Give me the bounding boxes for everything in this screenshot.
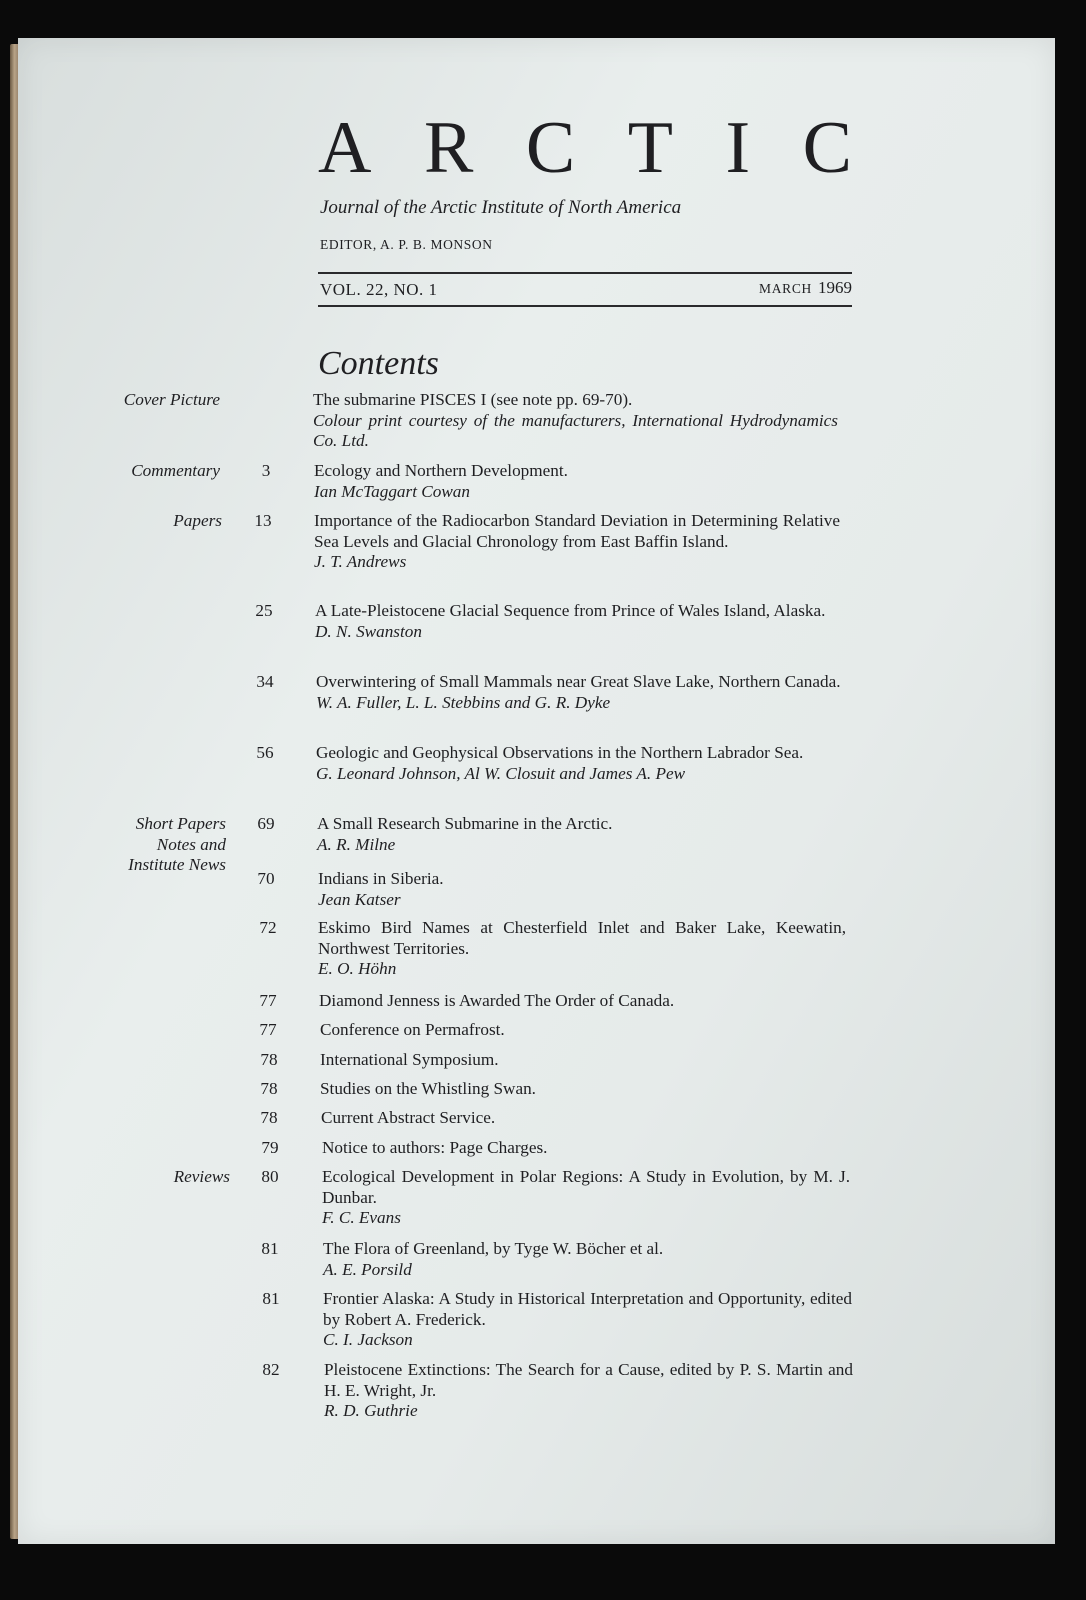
entry-page: 82	[262, 1360, 280, 1379]
entry-title: Ecological Development in Polar Regions: A Study in Evolution, by M. J. Dunbar.	[322, 1167, 850, 1207]
entry-title: Studies on the Whistling Swan.	[320, 1079, 536, 1098]
entry-title: Diamond Jenness is Awarded The Order of Canada.	[319, 991, 675, 1010]
entry-title: A Late-Pleistocene Glacial Sequence from Prince of Wales Island, Alaska.	[315, 601, 826, 620]
entry-author: A. R. Milne	[317, 834, 396, 854]
entry-page: 3	[261, 461, 271, 480]
entry-note: Colour print courtesy of the manufacturers, International Hydrodynamics Co. Ltd.	[313, 410, 838, 450]
entry-title: Current Abstract Service.	[321, 1108, 496, 1127]
entry-page: 78	[260, 1079, 278, 1098]
entry-page: 56	[256, 743, 274, 762]
entry-author: Jean Katser	[318, 889, 401, 909]
entry-author: E. O. Höhn	[318, 959, 397, 978]
volume-issue: VOL. 22, NO. 1	[320, 280, 438, 299]
issue-month: MARCH	[758, 281, 812, 296]
masthead-letter: R	[423, 107, 474, 189]
entry-page: 69	[257, 814, 275, 833]
entry-title: Conference on Permafrost.	[320, 1020, 505, 1039]
entry-author: A. E. Porsild	[323, 1259, 412, 1279]
entry-page: 34	[256, 672, 274, 691]
entry-page: 72	[259, 918, 277, 937]
contents-heading: Contents	[318, 345, 439, 382]
entry-title: Indians in Siberia.	[318, 869, 444, 888]
entry-page: 78	[260, 1108, 278, 1127]
entry-author: R. D. Guthrie	[324, 1401, 418, 1420]
issue-year: 1969	[818, 278, 852, 297]
section-label: Short Papers Notes and Institute News	[128, 814, 226, 874]
entry-title: The submarine PISCES I (see note pp. 69-70).	[313, 390, 633, 409]
entry-author: D. N. Swanston	[315, 621, 422, 641]
entry-page: 78	[260, 1050, 278, 1069]
entry-title: The Flora of Greenland, by Tyge W. Böcher et al.	[323, 1239, 664, 1258]
section-label: Commentary	[131, 461, 220, 480]
entry-author: G. Leonard Johnson, Al W. Closuit and James A. Pew	[316, 763, 686, 783]
entry-page: 77	[259, 991, 277, 1010]
entry-title: Pleistocene Extinctions: The Search for a Cause, edited by P. S. Martin and H. E. Wright, Jr.	[324, 1360, 853, 1400]
entry-author: Ian McTaggart Cowan	[314, 481, 470, 501]
header-rule-bottom	[318, 305, 852, 307]
entry-title: Ecology and Northern Development.	[314, 461, 568, 480]
entry-author: F. C. Evans	[322, 1208, 401, 1227]
entry-page: 77	[259, 1020, 277, 1039]
journal-subtitle: Journal of the Arctic Institute of North America	[320, 197, 682, 218]
entry-page: 79	[261, 1138, 279, 1157]
masthead-letter: I	[725, 107, 751, 189]
entry-page: 70	[257, 869, 275, 888]
entry-title: Overwintering of Small Mammals near Great Slave Lake, Northern Canada.	[316, 672, 841, 691]
section-label: Cover Picture	[123, 390, 220, 409]
entry-page: 81	[262, 1289, 280, 1308]
entry-page: 80	[261, 1167, 279, 1186]
entry-title: Notice to authors: Page Charges.	[322, 1138, 548, 1157]
entry-title: International Symposium.	[320, 1050, 499, 1069]
masthead-letter: T	[627, 107, 673, 189]
editor-line: EDITOR, A. P. B. MONSON	[320, 237, 493, 252]
entry-page: 81	[261, 1239, 279, 1258]
section-label: Reviews	[173, 1167, 230, 1186]
entry-author: W. A. Fuller, L. L. Stebbins and G. R. Dyke	[316, 692, 611, 712]
header-rule-top	[318, 272, 852, 274]
entry-page: 13	[254, 511, 272, 530]
entry-title: Frontier Alaska: A Study in Historical Interpretation and Opportunity, edited by Robert A. Frederick.	[323, 1289, 852, 1329]
entry-author: J. T. Andrews	[314, 552, 407, 571]
entry-title: A Small Research Submarine in the Arctic.	[317, 814, 613, 833]
journal-masthead	[318, 108, 852, 188]
entry-title: Eskimo Bird Names at Chesterfield Inlet and Baker Lake, Keewatin, Northwest Territories.	[318, 918, 846, 958]
masthead-letter: C	[802, 107, 852, 189]
masthead-letter: A	[318, 107, 372, 189]
section-label: Papers	[173, 511, 222, 530]
entry-title: Geologic and Geophysical Observations in the Northern Labrador Sea.	[316, 743, 804, 762]
entry-author: C. I. Jackson	[323, 1330, 413, 1349]
issue-date	[759, 278, 852, 298]
entry-title: Importance of the Radiocarbon Standard Deviation in Determining Relative Sea Levels and Glacial Chronology from East Baffin Island.	[314, 511, 840, 551]
masthead-letter: C	[525, 107, 576, 189]
entry-page: 25	[255, 601, 273, 620]
